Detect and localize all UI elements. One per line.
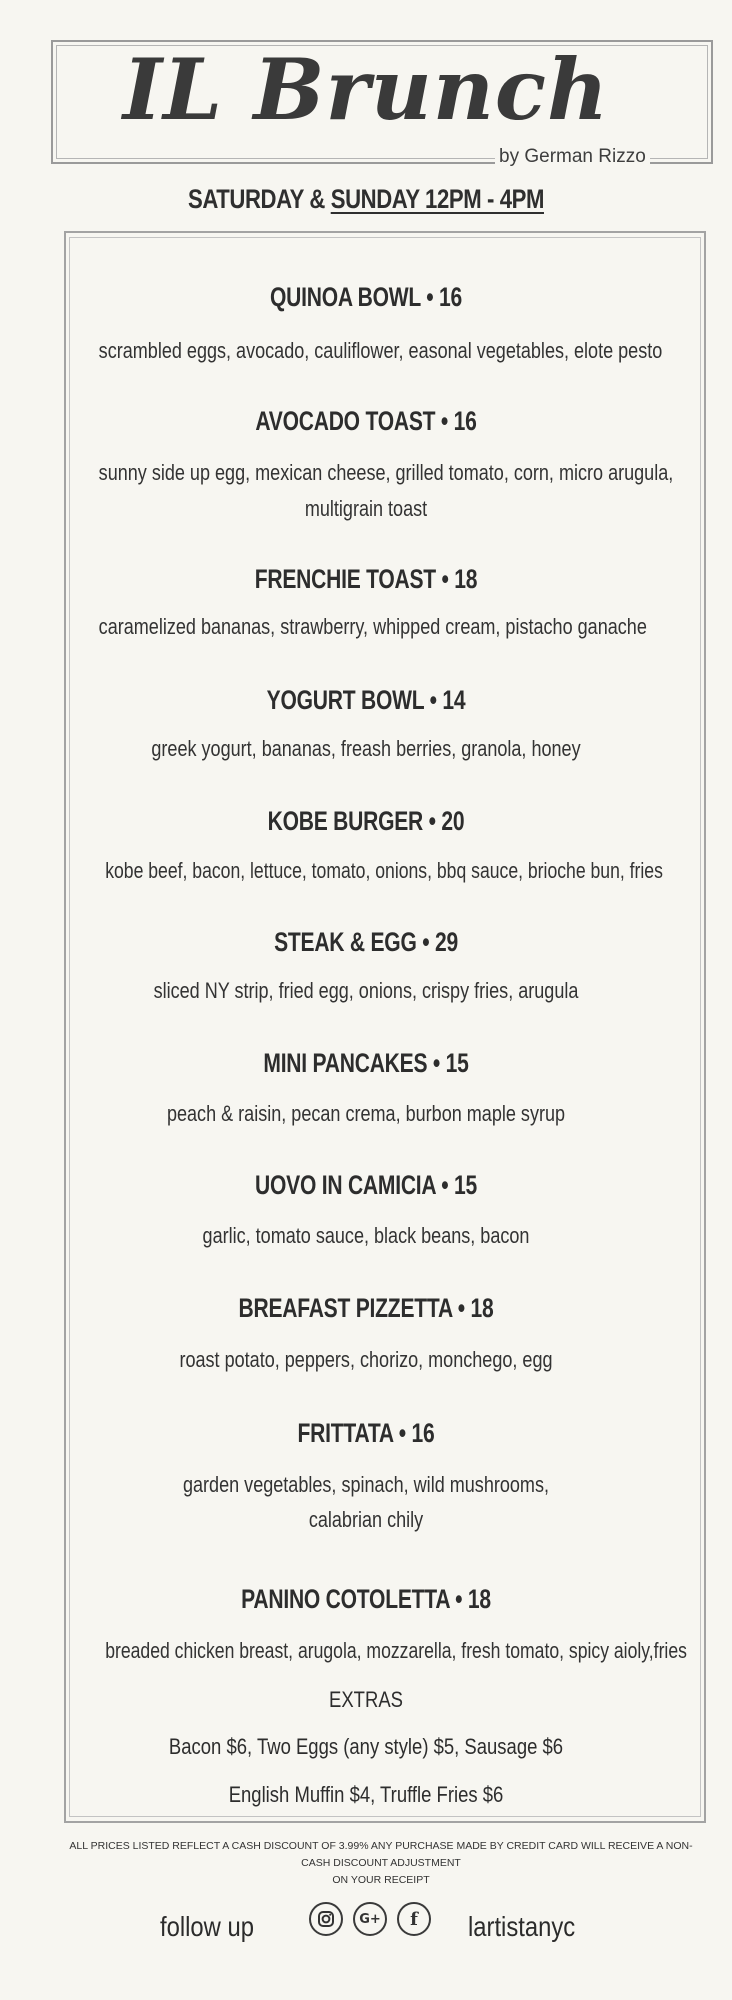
follow-label: follow up — [160, 1911, 254, 1942]
menu-item-description: calabrian chily — [308, 1507, 424, 1532]
menu-item-title: KOBE BURGER • 20 — [267, 806, 465, 836]
menu-item-description: scrambled eggs, avocado, cauliflower, easonal vegetables, elote pesto — [98, 338, 663, 363]
facebook-icon[interactable]: f — [397, 1902, 431, 1936]
menu-item-description: garlic, tomato sauce, black beans, bacon — [202, 1223, 530, 1248]
price-disclaimer — [55, 1838, 707, 1889]
social-handle[interactable]: lartistanyc — [468, 1911, 576, 1942]
menu-item-description: sliced NY strip, fried egg, onions, crispy fries, arugula — [153, 978, 579, 1003]
extras-line: Bacon $6, Two Eggs (any style) $5, Sausage $6 — [168, 1734, 564, 1759]
menu-item-title: AVOCADO TOAST • 16 — [255, 406, 477, 436]
extras-heading: EXTRAS — [329, 1687, 403, 1712]
hours-days: SATURDAY & — [187, 184, 331, 214]
menu-item-title: STEAK & EGG • 29 — [274, 927, 458, 957]
menu-item-description: sunny side up egg, mexican cheese, grilled tomato, corn, micro arugula, — [98, 460, 674, 485]
menu-item-description: kobe beef, bacon, lettuce, tomato, onions, bbq sauce, brioche bun, fries — [105, 858, 663, 883]
google-plus-icon[interactable]: G+ — [353, 1902, 387, 1936]
menu-item-description: roast potato, peppers, chorizo, monchego, egg — [179, 1347, 553, 1372]
chef-byline: by German Rizzo — [495, 146, 650, 168]
menu-item-title: UOVO IN CAMICIA • 15 — [255, 1170, 477, 1200]
menu-item-description: peach & raisin, pecan crema, burbon maple syrup — [166, 1101, 566, 1126]
menu-item-title: FRITTATA • 16 — [297, 1418, 435, 1448]
instagram-icon[interactable] — [309, 1902, 343, 1936]
menu-item-title: MINI PANCAKES • 15 — [263, 1048, 469, 1078]
extras-line: English Muffin $4, Truffle Fries $6 — [228, 1782, 504, 1807]
menu-item-description: caramelized bananas, strawberry, whipped cream, pistacho ganache — [98, 614, 647, 639]
service-hours — [66, 184, 666, 215]
menu-item-title: BREAFAST PIZZETTA • 18 — [238, 1293, 494, 1323]
disclaimer-line: ALL PRICES LISTED REFLECT A CASH DISCOUNT OF 3.99% ANY PURCHASE MADE BY CREDIT CARD WILL RECEIVE A NON-CASH DISCOUNT ADJUSTMENT — [69, 1840, 693, 1869]
menu-item-title: YOGURT BOWL • 14 — [266, 685, 466, 715]
menu-item-title: FRENCHIE TOAST • 18 — [254, 564, 478, 594]
menu-item-title: QUINOA BOWL • 16 — [269, 282, 463, 312]
restaurant-logo: IL Brunch — [122, 40, 610, 139]
menu-item-description: garden vegetables, spinach, wild mushrooms, — [182, 1472, 550, 1497]
menu-item-description: breaded chicken breast, arugola, mozzarella, fresh tomato, spicy aioly,fries — [105, 1638, 687, 1663]
menu-item-description: multigrain toast — [304, 496, 428, 521]
menu-item-title: PANINO COTOLETTA • 18 — [241, 1584, 491, 1614]
hours-time: SUNDAY 12PM - 4PM — [330, 184, 544, 214]
menu-item-description: greek yogurt, bananas, freash berries, granola, honey — [151, 736, 581, 761]
disclaimer-line: ON YOUR RECEIPT — [332, 1874, 430, 1886]
